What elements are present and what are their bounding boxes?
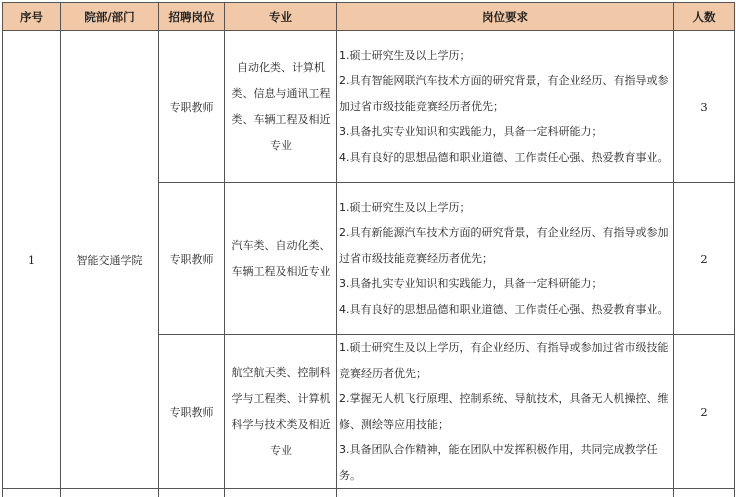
position-cell: 专职教师 xyxy=(159,31,225,183)
empty-cell xyxy=(225,489,337,497)
requirement-line: 2.具有新能源汽车技术方面的研究背景，有企业经历、有指导或参加过省市级技能竞赛经历者优先； xyxy=(339,220,671,271)
requirement-line: 3.具备扎实专业知识和实践能力，具备一定科研能力； xyxy=(339,119,671,145)
header-count: 人数 xyxy=(674,3,735,31)
requirement-line: 3.具备团队合作精神，能在团队中发挥积极作用，共同完成教学任务。 xyxy=(339,437,671,488)
major-cell: 自动化类、计算机类、信息与通讯工程类、车辆工程及相近专业 xyxy=(225,31,337,183)
table-row xyxy=(3,31,735,183)
requirement-line: 4.具有良好的思想品德和职业道德、工作责任心强、热爱教育事业。 xyxy=(339,145,671,171)
count-cell: 2 xyxy=(674,183,735,335)
major-cell: 航空航天类、控制科学与工程类、计算机科学与技术类及相近专业 xyxy=(225,335,337,489)
requirements-cell xyxy=(337,183,674,335)
requirement-line: 1.硕士研究生及以上学历； xyxy=(339,43,671,69)
empty-cell xyxy=(674,489,735,497)
requirement-line: 3.具备扎实专业知识和实践能力，具备一定科研能力； xyxy=(339,271,671,297)
table-row-partial xyxy=(3,489,735,497)
header-seq: 序号 xyxy=(3,3,61,31)
empty-cell xyxy=(61,489,159,497)
requirement-line: 2.掌握无人机飞行原理、控制系统、导航技术，具备无人机操控、维修、测绘等应用技能； xyxy=(339,386,671,437)
requirement-line: 1.硕士研究生及以上学历； xyxy=(339,195,671,221)
seq-cell: 1 xyxy=(3,31,61,489)
requirement-line: 2.具有智能网联汽车技术方面的研究背景，有企业经历、有指导或参加过省市级技能竞赛经历者优先； xyxy=(339,68,671,119)
requirements-cell xyxy=(337,31,674,183)
empty-cell xyxy=(337,489,674,497)
position-cell: 专职教师 xyxy=(159,183,225,335)
count-cell: 2 xyxy=(674,335,735,489)
header-row xyxy=(3,3,735,31)
requirement-line: 4.具有良好的思想品德和职业道德、工作责任心强、热爱教育事业。 xyxy=(339,297,671,323)
header-requirements: 岗位要求 xyxy=(337,3,674,31)
dept-cell: 智能交通学院 xyxy=(61,31,159,489)
empty-cell xyxy=(159,489,225,497)
header-position: 招聘岗位 xyxy=(159,3,225,31)
header-dept: 院部/部门 xyxy=(61,3,159,31)
header-major: 专业 xyxy=(225,3,337,31)
empty-cell xyxy=(3,489,61,497)
position-cell: 专职教师 xyxy=(159,335,225,489)
count-cell: 3 xyxy=(674,31,735,183)
major-cell: 汽车类、自动化类、车辆工程及相近专业 xyxy=(225,183,337,335)
requirement-line: 1.硕士研究生及以上学历，有企业经历、有指导或参加过省市级技能竞赛经历者优先； xyxy=(339,335,671,386)
requirements-cell xyxy=(337,335,674,489)
recruitment-table xyxy=(2,2,735,497)
